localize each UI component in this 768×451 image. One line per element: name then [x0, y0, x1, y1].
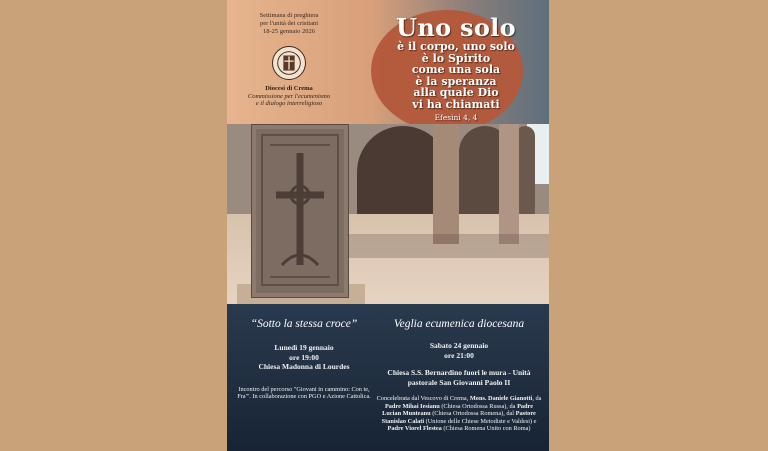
event-left-time: ore 19:00: [289, 352, 319, 362]
note-text: (Chiesa Romena Unito con Roma): [441, 425, 531, 433]
celebrant-russian-orthodox: Padre Mihai Iesianu: [384, 402, 440, 410]
week-line-2: per l'unità dei cristiani: [259, 20, 319, 27]
celebrant-bishop: Mons. Daniele Gianotti: [469, 395, 533, 402]
cloister-photo: [227, 124, 549, 304]
photo-shadow: [323, 234, 549, 258]
commission-line-2: e il dialogo interreligioso: [255, 100, 323, 107]
headline-line-3: come una sola: [411, 63, 501, 76]
event-right-place: Chiesa S.S. Bernardino fuori le mura - Unità pastorale San Giovanni Paolo II: [387, 368, 531, 387]
note-text: (Unione delle Chiese Metodiste e Valdesi) e: [424, 417, 537, 425]
event-left-title: “Sotto la stessa croce”: [250, 318, 358, 330]
diocese-seal-icon: [272, 46, 306, 80]
headline-line-4: è la speranza: [415, 74, 497, 88]
photo-pillar: [499, 124, 519, 244]
week-line-1: Settimana di preghiera: [259, 12, 319, 19]
headline-line-2: è lo Spirito: [421, 51, 491, 65]
note-text: Concelebrata dal Vescovo di Crema,: [376, 395, 470, 402]
event-left-place: Chiesa Madonna di Lourdes: [258, 362, 350, 371]
event-right-date: Sabato 24 gennaio: [429, 341, 489, 350]
event-right-time: ore 21:00: [444, 350, 474, 360]
diocese-name: Diocesi di Crema: [265, 85, 313, 92]
event-left-note: Incontro del percorso "Giovani in cammino: Con te, Fra'". In collaborazione con PGO e Azione Cattolica.: [237, 385, 371, 401]
event-right: [375, 304, 543, 433]
event-right-title: Veglia ecumenica diocesana: [393, 318, 525, 330]
celebrant-methodist-waldensian: Pastore Stanislao Calati: [381, 410, 536, 425]
celebrant-romanian-united: Padre Viorel Flestea: [387, 425, 442, 433]
event-poster: [227, 0, 549, 451]
headline-title: Uno solo: [396, 13, 516, 42]
celebrant-romanian-orthodox: Padre Lucian Munteanu: [382, 402, 534, 418]
note-text: (Chiesa Ortodossa Romena), dal: [430, 410, 516, 418]
headline: [363, 14, 549, 123]
bible-reference: Efesini 4, 4: [434, 113, 478, 122]
poster-header: [227, 0, 549, 124]
note-text: , da: [532, 395, 542, 402]
headline-line-6: vi ha chiamati: [412, 97, 500, 111]
prayer-week-info: [227, 12, 351, 36]
khachkar-cross-stone-icon: [251, 124, 349, 298]
event-left: [235, 304, 373, 401]
event-right-note: [375, 395, 543, 433]
photo-pillar: [433, 124, 459, 244]
diocese-block: [227, 85, 351, 108]
events-panel: [227, 304, 549, 451]
event-left-date: Lunedì 19 gennaio: [274, 343, 334, 352]
week-dates: 18-25 gennaio 2026: [263, 28, 315, 35]
note-text: (Chiesa Ortodossa Russa), da: [439, 402, 518, 410]
headline-line-5: alla quale Dio: [413, 86, 499, 99]
headline-line-1: è il corpo, uno solo: [397, 40, 515, 53]
commission-line-1: Commissione per l'ecumenismo: [247, 92, 331, 100]
